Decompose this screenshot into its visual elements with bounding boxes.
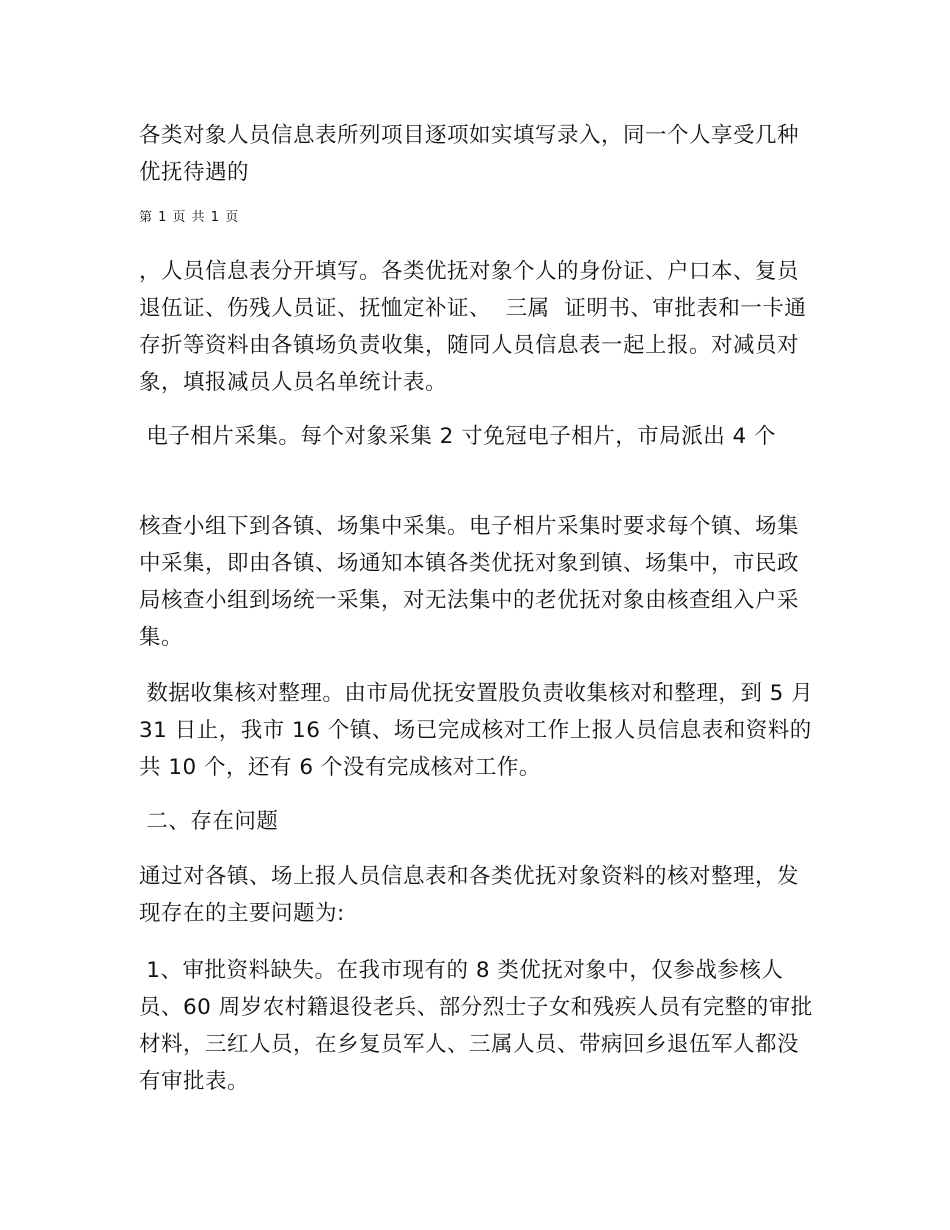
paragraph-verification-team: 核查小组下到各镇、场集中采集。电子相片采集时要求每个镇、场集中采集，即由各镇、场通知本镇各类优抚对象到镇、场集中，市民政局核查小组到场统一采集，对无法集中的老优抚对象由核查组入户采集。 [139, 514, 800, 650]
section-heading-problems: 二、存在问题 [139, 809, 279, 834]
paragraph-intro: 各类对象人员信息表所列项目逐项如实填写录入，同一个人享受几种优抚待遇的 [139, 123, 800, 185]
paragraph-problems-intro: 通过对各镇、场上报人员信息表和各类优抚对象资料的核对整理，发现存在的主要问题为: [139, 864, 800, 926]
paragraph-photo-collection: 电子相片采集。每个对象采集 2 寸免冠电子相片，市局派出 4 个 [139, 424, 777, 449]
paragraph-documents: ，人员信息表分开填写。各类优抚对象个人的身份证、户口本、复员退伍证、伤残人员证、抚恤定补证、 三属 证明书、审批表和一卡通存折等资料由各镇场负责收集，随同人员信息表一起上报。对减员对象，填报减员人员名单统计表。 [139, 259, 807, 395]
paragraph-data-collection: 数据收集核对整理。由市局优抚安置股负责收集核对和整理，到 5 月 31 日止，我市 16 个镇、场已完成核对工作上报人员信息表和资料的共 10 个，还有 6 个没有完成核对工作。 [139, 681, 821, 780]
page-footer: 第 1 页 共 1 页 [139, 210, 240, 225]
paragraph-problem-1: 1、审批资料缺失。在我市现有的 8 类优抚对象中，仅参战参核人员、60 周岁农村籍退役老兵、部分烈士子女和残疾人员有完整的审批材料，三红人员，在乡复员军人、三属人员、带病回乡退伍军人都没有审批表。 [139, 958, 813, 1094]
